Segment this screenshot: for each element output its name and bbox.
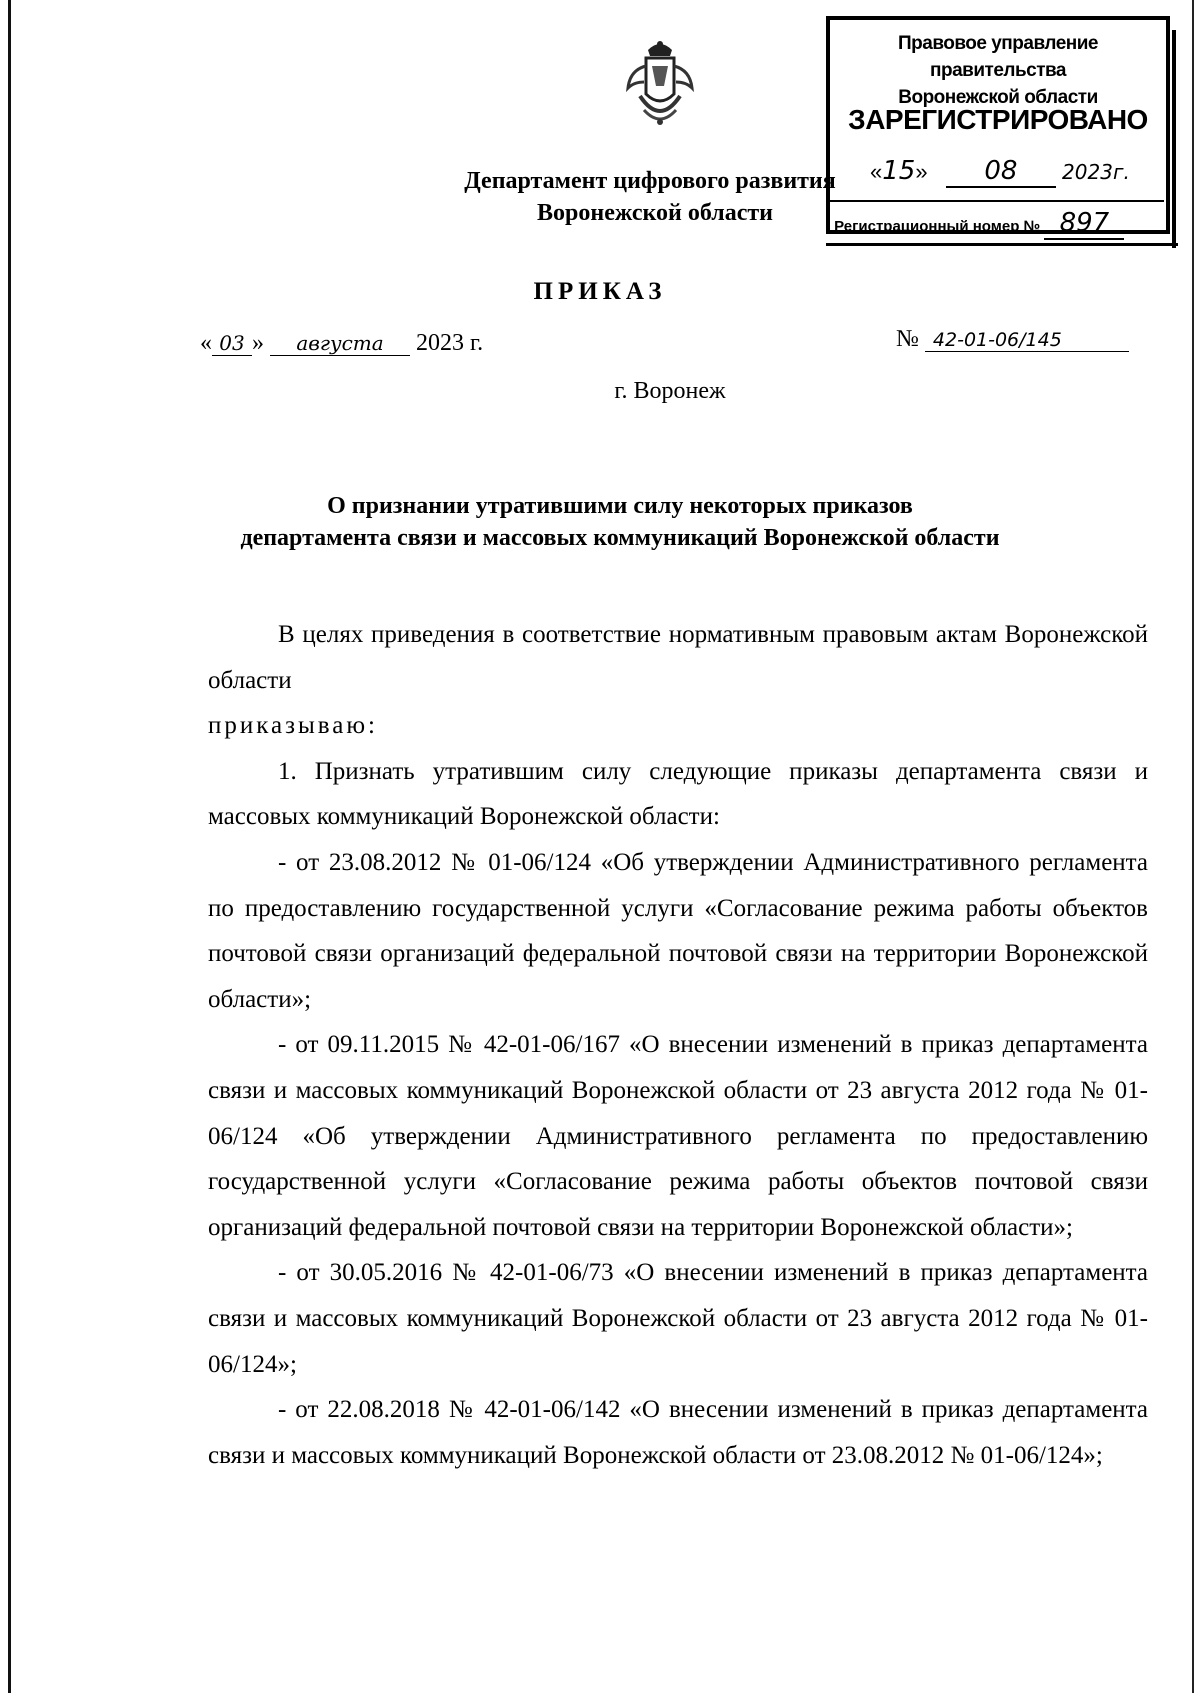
stamp-shadow-bottom: [826, 243, 1178, 246]
body-command: приказываю:: [208, 712, 378, 740]
stamp-regno-value: 897: [1044, 208, 1124, 240]
order-number-value: 42-01-06/145: [925, 329, 1129, 352]
subject-line2: департамента связи и массовых коммуникаций Воронежской области: [240, 525, 1000, 551]
order-date-year: 2023 г.: [416, 330, 484, 356]
order-date-month: августа: [270, 331, 410, 356]
subject-line1: О признании утратившими силу некоторых приказов: [327, 493, 913, 519]
document-title: ПРИКАЗ: [533, 278, 667, 305]
stamp-shadow-right: [1172, 30, 1176, 248]
scan-edge-right: [1192, 0, 1194, 1693]
order-date-day: 03: [212, 331, 252, 356]
body-subitem-3: - от 30.05.2016 № 42-01-06/73 «О внесении изменений в приказ департамента связи и массовых коммуникаций Воронежской области от 23 августа 2012 года № 01-06/124»;: [208, 1259, 1148, 1378]
department-name-line2: Воронежской области: [537, 200, 773, 226]
stamp-org-line2: Воронежской области: [898, 87, 1098, 108]
order-city: г. Воронеж: [614, 378, 726, 404]
stamp-org-line1: Правовое управление правительства: [897, 33, 1098, 81]
stamp-organization: [830, 30, 1166, 111]
order-date: « 03 » августа 2023 г.: [200, 330, 484, 356]
body-subitem-1: - от 23.08.2012 № 01-06/124 «Об утверждении Административного регламента по предоставлению государственной услуги «Согласование режима работы объектов почтовой связи организаций федеральной почтовой связи на территории Воронежской области»;: [208, 848, 1148, 1013]
scan-edge-left: [8, 0, 11, 1693]
voronezh-coat-of-arms-icon: [620, 36, 700, 132]
stamp-date: «15» 08 2023г.: [870, 156, 1130, 186]
order-body: [208, 612, 1148, 1478]
stamp-date-year: 2023г.: [1062, 160, 1130, 184]
order-subject: [150, 490, 1090, 554]
body-intro: В целях приведения в соответствие нормативным правовым актам Воронежской области: [208, 621, 1148, 694]
order-number: [896, 326, 1129, 353]
department-name-line1: Департамент цифрового развития: [464, 168, 836, 194]
body-subitem-4: - от 22.08.2018 № 42-01-06/142 «О внесении изменений в приказ департамента связи и массовых коммуникаций Воронежской области от 23.08.2012 № 01-06/124»;: [208, 1396, 1148, 1469]
stamp-date-day: 15: [882, 156, 916, 186]
order-number-label: №: [896, 326, 919, 352]
body-subitem-2: - от 09.11.2015 № 42-01-06/167 «О внесении изменений в приказ департамента связи и массовых коммуникаций Воронежской области от 23 августа 2012 года № 01-06/124 «Об утверждении Административного регламента по предоставлению государственной услуги «Согласование режима работы объектов почтовой связи организаций федеральной почтовой связи на территории Воронежской области»;: [208, 1031, 1148, 1241]
stamp-regno-label: Регистрационный номер №: [834, 218, 1041, 235]
stamp-regno: [830, 208, 1160, 240]
stamp-registered-label: ЗАРЕГИСТРИРОВАНО: [848, 104, 1148, 135]
stamp-date-month: 08: [946, 156, 1056, 188]
body-item-1: 1. Признать утратившим силу следующие приказы департамента связи и массовых коммуникаций Воронежской области:: [208, 757, 1148, 831]
registration-stamp: [826, 16, 1170, 238]
